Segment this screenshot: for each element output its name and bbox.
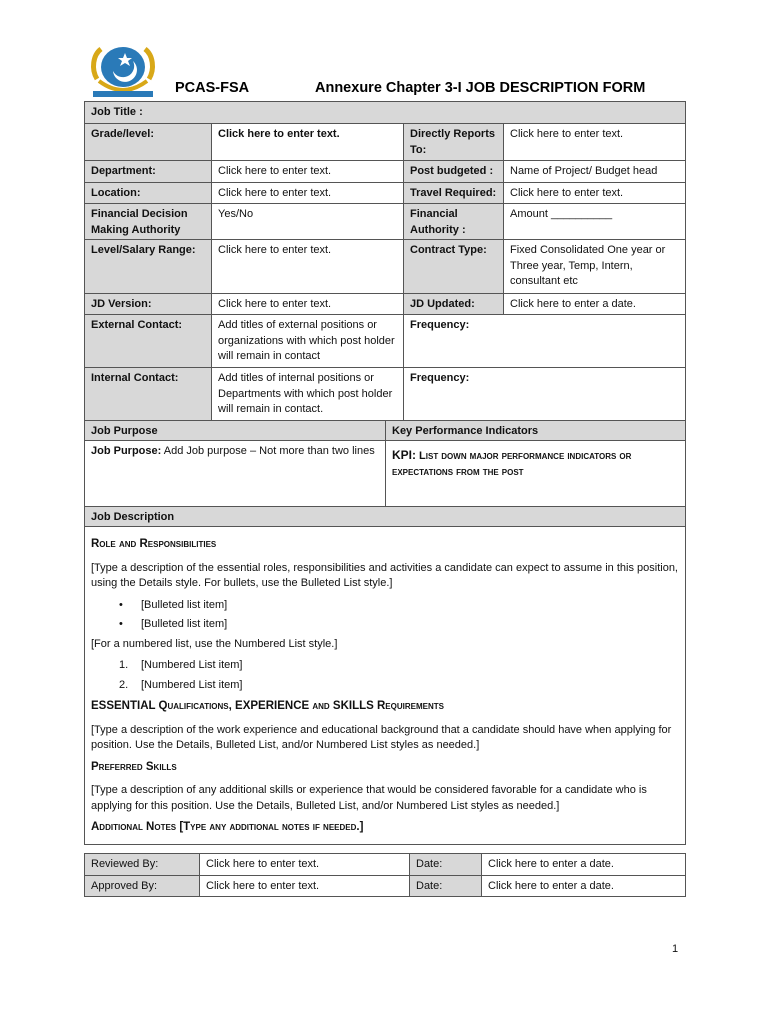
reviewed-row	[85, 854, 685, 875]
kpi-label: KPI:	[392, 448, 416, 462]
job-purpose-label: Job Purpose:	[91, 445, 162, 457]
internal-contact-field[interactable]: Add titles of internal positions or Departments with which post holder will remain in contact.	[211, 368, 403, 420]
preferred-text[interactable]: [Type a description of any additional skills or experience that would be considered favorable for a candidate who is applying for this position. Use the Details, Bulleted List, and/or Numbered List styles as needed.]	[91, 784, 647, 812]
form-row	[85, 367, 685, 420]
purpose-row	[85, 440, 685, 506]
list-item: 2. [Numbered List item]	[119, 678, 243, 691]
list-item: • [Bulleted list item]	[119, 617, 679, 633]
form-row	[85, 160, 685, 182]
reviewed-date-field[interactable]: Click here to enter a date.	[481, 854, 685, 875]
page-number: 1	[672, 943, 679, 955]
preferred-heading: Preferred Skills	[91, 760, 177, 773]
internal-contact-label: Internal Contact:	[85, 368, 211, 420]
jd-version-label: JD Version:	[85, 294, 211, 314]
external-frequency-label[interactable]: Frequency:	[403, 315, 685, 367]
roles-heading: Role and Responsibilities	[91, 538, 217, 550]
contract-type-label: Contract Type:	[403, 240, 503, 293]
essential-heading: ESSENTIAL Qualifications, EXPERIENCE and SKILLS Requirements	[91, 700, 444, 712]
pcas-logo-icon	[89, 41, 157, 99]
form-title: Annexure Chapter 3-I JOB DESCRIPTION FORM	[315, 80, 646, 96]
kpi-header: Key Performance Indicators	[385, 421, 685, 440]
location-label: Location:	[85, 183, 211, 203]
job-purpose-header: Job Purpose	[91, 425, 158, 437]
financial-decision-field[interactable]: Yes/No	[211, 204, 403, 239]
reviewed-by-field[interactable]: Click here to enter text.	[199, 854, 409, 875]
approved-by-field[interactable]: Click here to enter text.	[199, 876, 409, 896]
external-contact-field[interactable]: Add titles of external positions or organizations with which post holder will remain in contact	[211, 315, 403, 367]
kpi-cell[interactable]	[385, 441, 685, 506]
job-description-header-row	[85, 506, 685, 526]
contract-type-field[interactable]: Fixed Consolidated One year or Three year, Temp, Intern, consultant etc	[503, 240, 685, 293]
approval-table	[84, 853, 686, 897]
job-description-table	[84, 101, 686, 845]
purpose-header-row	[85, 420, 685, 440]
essential-text[interactable]: [Type a description of the work experience and educational background that a candidate should have when applying for position. Use the Details, Bulleted List, and/or Numbered List styles as needed.]	[91, 723, 672, 751]
job-title-row	[85, 102, 685, 123]
financial-authority-field[interactable]: Amount __________	[503, 204, 685, 239]
internal-frequency-label[interactable]: Frequency:	[403, 368, 685, 420]
salary-range-field[interactable]: Click here to enter text.	[211, 240, 403, 293]
numbered-intro[interactable]: [For a numbered list, use the Numbered List style.]	[91, 637, 338, 650]
bullet-icon: •	[119, 598, 123, 611]
location-field[interactable]: Click here to enter text.	[211, 183, 403, 203]
department-field[interactable]: Click here to enter text.	[211, 161, 403, 182]
reviewed-by-label: Reviewed By:	[85, 854, 199, 875]
approved-date-field[interactable]: Click here to enter a date.	[481, 876, 685, 896]
job-purpose-cell[interactable]	[85, 441, 385, 506]
list-item: • [Bulleted list item]	[119, 598, 679, 614]
salary-range-label: Level/Salary Range:	[85, 240, 211, 293]
form-row	[85, 123, 685, 160]
form-row	[85, 203, 685, 239]
kpi-text: List down major performance indicators or expectations from the post	[392, 450, 632, 478]
job-description-body	[85, 526, 685, 844]
reports-to-label: Directly Reports To:	[403, 124, 503, 160]
list-item: 1. [Numbered List item]	[119, 659, 243, 671]
department-label: Department:	[85, 161, 211, 182]
form-row	[85, 314, 685, 367]
job-description-header: Job Description	[91, 511, 175, 523]
organization-name: PCAS-FSA	[175, 80, 250, 96]
job-title-label: Job Title :	[91, 106, 143, 118]
approved-by-label: Approved By:	[85, 876, 199, 896]
travel-required-field[interactable]: Click here to enter text.	[503, 183, 685, 203]
approved-row	[85, 875, 685, 896]
jd-updated-field[interactable]: Click here to enter a date.	[503, 294, 685, 314]
job-purpose-text: Add Job purpose – Not more than two lines	[161, 445, 375, 457]
form-row	[85, 182, 685, 203]
travel-required-label: Travel Required:	[403, 183, 503, 203]
jd-version-field[interactable]: Click here to enter text.	[211, 294, 403, 314]
grade-level-field[interactable]: Click here to enter text.	[211, 124, 403, 160]
financial-decision-label: Financial Decision Making Authority	[85, 204, 211, 239]
roles-text[interactable]: [Type a description of the essential roles, responsibilities and activities a candidate can expect to assume in this position, using the Details style. For bullets, use the Bulleted List style.]	[91, 561, 678, 589]
financial-authority-label: Financial Authority :	[403, 204, 503, 239]
approved-date-label: Date:	[409, 876, 481, 896]
notes-heading[interactable]: Additional Notes [Type any additional notes if needed.]	[91, 821, 364, 833]
bullet-icon: •	[119, 618, 123, 630]
jd-updated-label: JD Updated:	[403, 294, 503, 314]
post-budgeted-field[interactable]: Name of Project/ Budget head	[503, 161, 685, 182]
form-row	[85, 239, 685, 293]
reviewed-date-label: Date:	[409, 854, 481, 875]
grade-level-label: Grade/level:	[85, 124, 211, 160]
external-contact-label: External Contact:	[85, 315, 211, 367]
form-row	[85, 293, 685, 314]
reports-to-field[interactable]: Click here to enter text.	[503, 124, 685, 160]
post-budgeted-label: Post budgeted :	[403, 161, 503, 182]
